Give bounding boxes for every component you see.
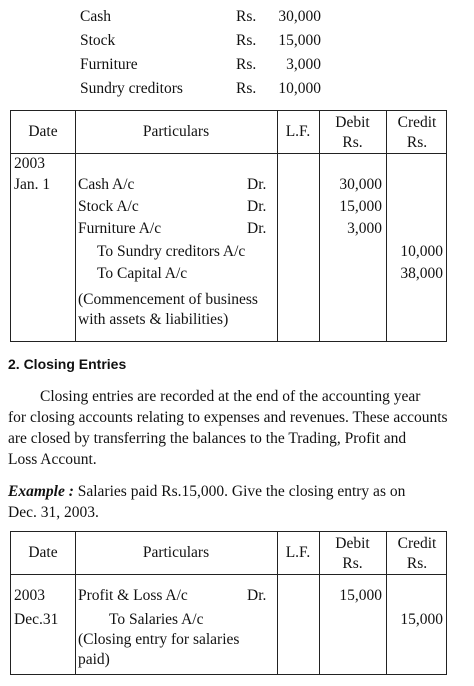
asset-amount: 15,000 — [278, 32, 321, 49]
example-text: Dec. 31, 2003. — [8, 504, 99, 521]
header-lf: L.F. — [285, 544, 311, 561]
entry-date-year: 2003 — [14, 587, 45, 604]
particulars-text: Stock A/c — [78, 198, 139, 215]
asset-currency: Rs. — [236, 56, 257, 73]
particulars-text: Cash A/c — [78, 176, 135, 193]
entry-date-day: Jan. 1 — [14, 176, 51, 193]
paragraph-line: are closed by transferring the balances to the Trading, Profit and — [8, 430, 407, 447]
particulars-text: To Sundry creditors A/c — [97, 243, 246, 260]
debit-amount: 15,000 — [339, 587, 382, 604]
asset-row-sundry-creditors — [0, 80, 474, 102]
section-heading: 2. Closing Entries — [8, 356, 127, 372]
section-paragraph — [8, 386, 450, 470]
example-paragraph — [8, 481, 450, 523]
header-date: Date — [28, 544, 58, 561]
debit-amount: 3,000 — [347, 220, 382, 237]
dr-marker: Dr. — [247, 176, 267, 193]
asset-label: Stock — [80, 32, 116, 49]
header-particulars: Particulars — [142, 544, 210, 561]
particulars-text: Furniture A/c — [78, 220, 162, 237]
dr-marker: Dr. — [247, 198, 267, 215]
example-text: Salaries paid Rs.15,000. Give the closing entry as on — [77, 483, 406, 500]
header-debit-unit: Rs. — [342, 134, 363, 151]
asset-label: Sundry creditors — [80, 80, 183, 97]
header-credit: Credit — [397, 114, 437, 131]
entry-date-day: Dec.31 — [14, 611, 59, 628]
paragraph-line: for closing accounts relating to expenses and revenues. These accounts — [8, 409, 448, 426]
particulars-text: To Capital A/c — [97, 265, 188, 282]
header-credit: Credit — [397, 535, 437, 552]
asset-currency: Rs. — [236, 80, 257, 97]
asset-row-furniture — [0, 56, 474, 78]
header-debit: Debit — [335, 535, 370, 552]
asset-amount: 10,000 — [278, 80, 321, 97]
header-particulars: Particulars — [142, 123, 210, 140]
credit-amount: 15,000 — [400, 611, 443, 628]
asset-row-stock — [0, 32, 474, 54]
header-credit-unit: Rs. — [406, 555, 428, 572]
credit-amount: 38,000 — [400, 265, 443, 282]
header-debit: Debit — [335, 114, 370, 131]
entry-date-year: 2003 — [14, 155, 45, 172]
header-debit-unit: Rs. — [342, 555, 363, 572]
header-credit-unit: Rs. — [406, 134, 428, 151]
dr-marker: Dr. — [247, 587, 267, 604]
paragraph-line: Closing entries are recorded at the end of the accounting year — [40, 388, 421, 405]
asset-label: Cash — [80, 8, 111, 25]
asset-currency: Rs. — [236, 8, 257, 25]
credit-amount: 10,000 — [400, 243, 443, 260]
particulars-text: Profit & Loss A/c — [78, 587, 188, 604]
narration-line: with assets & liabilities) — [78, 311, 229, 328]
paragraph-line: Loss Account. — [8, 451, 97, 468]
asset-row-cash — [0, 8, 474, 30]
narration-line: (Commencement of business — [78, 291, 258, 308]
asset-label: Furniture — [80, 56, 138, 73]
example-label: Example : — [8, 483, 74, 500]
narration-line: paid) — [78, 651, 110, 668]
debit-amount: 15,000 — [339, 198, 382, 215]
asset-amount: 30,000 — [278, 8, 321, 25]
asset-amount: 3,000 — [286, 56, 321, 73]
header-lf: L.F. — [285, 123, 311, 140]
journal-table-closing — [10, 531, 447, 675]
header-date: Date — [28, 123, 58, 140]
dr-marker: Dr. — [247, 220, 267, 237]
debit-amount: 30,000 — [339, 176, 382, 193]
journal-table-opening — [10, 110, 447, 342]
asset-currency: Rs. — [236, 32, 257, 49]
particulars-text: To Salaries A/c — [109, 611, 204, 628]
narration-line: (Closing entry for salaries — [78, 631, 240, 648]
